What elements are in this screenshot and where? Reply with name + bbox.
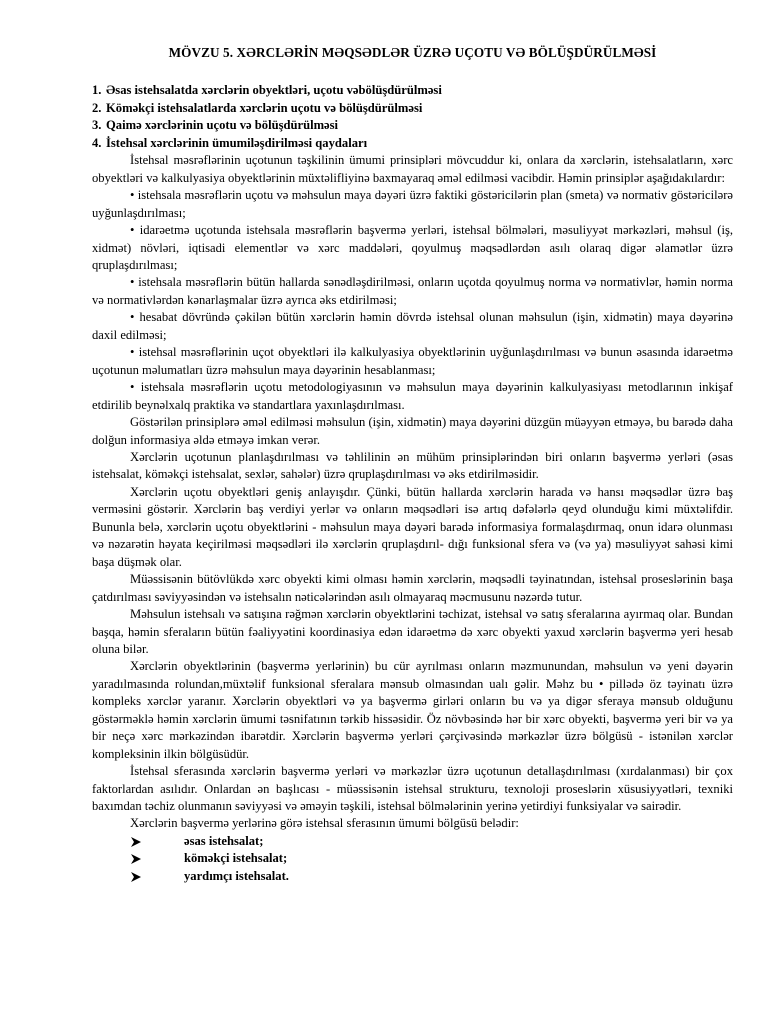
outline-text: İstehsal xərclərinin ümumiləşdirilməsi qaydaları bbox=[106, 135, 368, 150]
bullet-paragraph: • istehsala məsrəflərin uçotu və məhsulun maya dəyəri üzrə faktiki göstəricilərin plan (smeta) və normativ göstəricilərə uyğunlaşdırılması; bbox=[92, 188, 733, 220]
arrow-list-item bbox=[92, 850, 733, 867]
outline-number: 2. bbox=[92, 100, 102, 115]
arrow-list-text: köməkçi istehsalat; bbox=[184, 851, 288, 866]
arrow-list-text: yardımçı istehsalat. bbox=[184, 868, 289, 883]
paragraph: Göstərilən prinsiplərə əməl edilməsi məhsulun (işin, xidmətin) maya dəyərini düzgün müəyyən etməyə, bu barədə daha dolğun informasiya əldə etməyə imkan verər. bbox=[92, 415, 733, 447]
outline-item bbox=[92, 117, 733, 134]
arrowhead-bullet-icon bbox=[130, 853, 144, 865]
arrow-list-item bbox=[92, 833, 733, 850]
paragraph: İstehsal məsrəflərinin uçotunun təşkilinin ümumi prinsipləri mövcuddur ki, onlara da xərclərin, istehsalatların, xərc obyektləri və kalkulyasiya obyektlərinin müxtəlifliyinə baxmayaraq əməl edilməsi vacibdir. Həmin prinsiplər aşağıdakılardır: bbox=[92, 153, 733, 185]
outline-text: Əsas istehsalatda xərclərin obyektləri, uçotu vəbölüşdürülməsi bbox=[106, 83, 442, 98]
outline-item bbox=[92, 82, 733, 99]
arrowhead-bullet-icon bbox=[130, 836, 144, 848]
paragraph: İstehsal sferasında xərclərin başvermə yerləri və mərkəzlər üzrə uçotunun detallaşdırılması (xırdalanması) bir çox faktorlardan asılıdır. Onlardan ən başlıcası - müəssisənin istehsal strukturu, texnoloji proseslərin xüsusiyyətləri, texniki baxımdan təchiz olunmanın səviyyəsi və əməyin təşkili, istehsal bölmələrinin yerinə yetirdiyi funksiyalar və sairədir. bbox=[92, 764, 733, 814]
topic-outline bbox=[92, 82, 733, 152]
paragraph: Müəssisənin bütövlükdə xərc obyekti kimi olması həmin xərclərin, məqsədli təyinatından, istehsal proseslərinin başa çatdırılması səviyyəsindən və istehsalın nəticələrindən asılı olmayaraq məcmusunu nəzərdə tutur. bbox=[92, 572, 733, 604]
outline-item bbox=[92, 100, 733, 117]
paragraph: Məhsulun istehsalı və satışına rəğmən xərclərin obyektlərini təchizat, istehsal və satış sferalarına ayırmaq olar. Bundan başqa, həmin sferaların bütün fəaliyyətini koordinasiya edən idarəetmə də xərc obyekti yaxud xərclərin başvermə yeri hesab oluna bilər. bbox=[92, 607, 733, 656]
document-page bbox=[92, 44, 733, 885]
outline-number: 3. bbox=[92, 118, 102, 133]
arrow-list bbox=[92, 833, 733, 885]
bullet-paragraph: • istehsala məsrəflərin bütün hallarda sənədləşdirilməsi, onların uçotda qoyulmuş norma və normativlər, həmin norma və normativlərdən kənarlaşmalar üzrə ayrıca əks etdirilməsi; bbox=[92, 275, 733, 307]
outline-number: 1. bbox=[92, 83, 102, 98]
paragraph: Xərclərin başvermə yerlərinə görə istehsal sferasının ümumi bölgüsü belədir: bbox=[130, 816, 519, 831]
outline-number: 4. bbox=[92, 135, 102, 150]
arrow-list-item bbox=[92, 868, 733, 885]
page-title: MÖVZU 5. XƏRCLƏRİN MƏQSƏDLƏR ÜZRƏ UÇOTU VƏ BÖLÜŞDÜRÜLMƏSİ bbox=[168, 45, 657, 60]
outline-text: Köməkçi istehsalatlarda xərclərin uçotu və bölüşdürülməsi bbox=[106, 100, 423, 115]
body-text bbox=[92, 152, 733, 833]
arrowhead-bullet-icon bbox=[130, 871, 144, 883]
paragraph: Xərclərin uçotu obyektləri geniş anlayışdır. Çünki, bütün hallarda xərclərin harada və hansı məqsədlər üzrə baş verməsini göstərir. Xərclərin baş verdiyi yerlər və onların məqsədləri isə artıq dəfələrlə qeyd olunduğu kimi müxtəlifdir. Bununla belə, xərclərin uçotu obyektlərini - məhsulun maya dəyəri barədə informasiya formalaşdırmaq, onun idarə olunması və nəzarətin həyata keçirilməsi məqsədləri ilə xərclərin qruplaşdırıl- dığı funksional sfera və (və ya) məsuliyyət sahəsi kimi başa düşmək olar. bbox=[92, 484, 733, 569]
outline-text: Qaimə xərclərinin uçotu və bölüşdürülməsi bbox=[106, 118, 339, 133]
bullet-paragraph: • istehsal məsrəflərinin uçot obyektləri ilə kalkulyasiya obyektlərinin uyğunlaşdırılması və bunun əsasında idarəetmə uçotunun məlumatları üzrə məhsulun maya dəyərinin hesablanması; bbox=[92, 345, 733, 377]
arrow-list-text: əsas istehsalat; bbox=[184, 833, 264, 848]
bullet-paragraph: • istehsala məsrəflərin uçotu metodologiyasının və məhsulun maya dəyərinin kalkulyasiyası metodlarının inkişaf etdirilib beynəlxalq praktika və standartlara yaxınlaşdırılması. bbox=[92, 380, 733, 412]
paragraph: Xərclərin uçotunun planlaşdırılması və təhlilinin ən mühüm prinsiplərindən biri onların başvermə yerləri (əsas istehsalat, köməkçi istehsalat, sexlər, sahələr) üzrə qruplaşdırılması və əks etdirilməsidir. bbox=[92, 449, 733, 482]
outline-item bbox=[92, 135, 733, 152]
paragraph: Xərclərin obyektlərinin (başvermə yerlərinin) bu cür ayrılması onların məzmunundan, məhsulun və yeni dəyərin yaradılmasında rolundan,müxtəlif funksional sferalara mənsub olmasından ualı gəlir. Məhz bu • pillədə öz təyinatı üzrə kompleks xərclər yaranır. Xərclərin obyektləri və ya başvermə girləri onların bu və ya digər sferaya mənsub olduğunu göstərməklə həmin xərclərin ümumi təsnifatının tərkib hissəsidir. Öz növbəsində hər bir xərc obyekti, başvermə yeri bir və ya bir neçə xərc mərkəzindən ibarətdir. Xərclərin başvermə yerləri çərçivəsində mərkəzlər üzrə bölgüsü - istənilən xərclər kompleksinin ilkin bölgüsüdür. bbox=[92, 659, 733, 761]
bullet-paragraph: • idarəetmə uçotunda istehsala məsrəflərin başvermə yerləri, istehsal bölmələri, məsuliyyət mərkəzləri, məhsul (iş, xidmət) növləri, iqtisadi elementlər və xərc maddələri, qoyulmuş məqsədlərdən asılı olaraq digər əlamətlər üzrə qruplaşdırılması; bbox=[92, 223, 733, 272]
bullet-paragraph: • hesabat dövründə çəkilən bütün xərclərin həmin dövrdə istehsal olunan məhsulun (işin, xidmətin) maya dəyərinə daxil edilməsi; bbox=[92, 310, 733, 342]
